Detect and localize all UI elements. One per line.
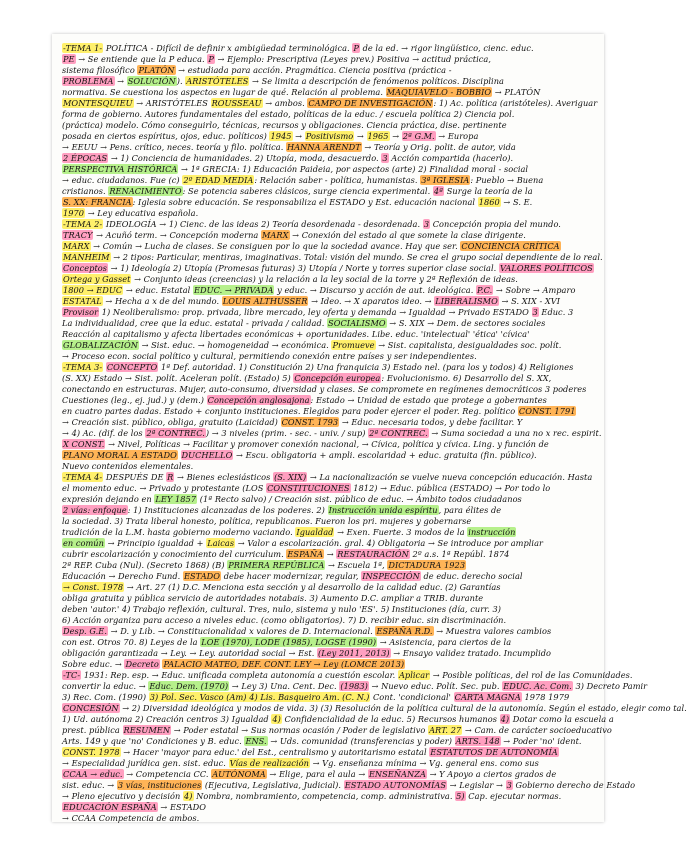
note-text: 3) Rec. Com. (1990)	[62, 692, 149, 702]
note-text: DESPUÉS DE	[103, 472, 167, 482]
highlighted-text: 4ª	[433, 186, 444, 196]
note-text: → D. y Lib. → Constitucionalidad x valores de D. Internacional.	[108, 626, 376, 636]
note-text: → Elige, para el aula →	[266, 769, 368, 779]
note-text: → Art. 27 (1) D.C. Menciona esta sección y al desarrollo de la calidad educ. (2) Garantías	[124, 582, 501, 592]
note-text: → Ejemplo: Prescriptiva (Leyes prev.) Positiva → actitud práctica,	[214, 54, 492, 64]
note-text: → educ. ciudadanos. Fue (c)	[62, 175, 183, 185]
note-text: obliga gratuita y pública servicio de autoridades notabais. 3) Aumento D.C. ampliar a TRIB. durante	[62, 593, 484, 603]
note-text: : Evolucionismo. 6) Desarrollo del S. XX,	[381, 373, 552, 383]
highlighted-text: Conceptos	[63, 263, 108, 273]
highlighted-text: LOUIS ALTHUSSER	[222, 296, 308, 306]
highlighted-text: RESTAURACIÓN	[337, 549, 409, 559]
note-text: → Exen. Fuerte. 3 modos de la	[334, 527, 468, 537]
highlighted-text: Ortega y Gasset	[63, 274, 131, 284]
highlighted-text: ENS.	[245, 736, 267, 746]
note-text: forma de gobierno. Autores fundamentales del estado, políticas de la educ. / escuela política 2) Ciencia pol.	[62, 109, 515, 119]
highlighted-text: CAMPO DE INVESTIGACIÓN	[308, 98, 433, 108]
highlighted-text: S. XX: FRANCIA	[63, 197, 132, 207]
note-text: : Relación saber - política, humanistas.	[254, 175, 421, 185]
note-text: Cont. 'condicional'	[370, 692, 454, 702]
highlighted-text: -TEMA 3-	[63, 362, 103, 372]
highlighted-text: DUCHELLO	[181, 450, 233, 460]
note-text: La individualidad, cree que la educ. estatal - privada / calidad.	[62, 318, 328, 328]
note-text: → Hecha a x de del mundo.	[102, 296, 222, 306]
highlighted-text: PLANO MORAL A ESTADO	[63, 450, 177, 460]
note-text: → Poder estatal → Sus normas ocasión / Poder de legislativo	[171, 725, 429, 735]
note-text: → Ideo. → X aparatos ideo. →	[308, 296, 435, 306]
highlighted-text: Desp. G.E.	[63, 626, 107, 636]
highlighted-text: 1800 → EDUC	[63, 285, 123, 295]
highlighted-text: CONST. 1793	[281, 417, 339, 427]
highlighted-text: EDUCACIÓN ESPAÑA	[63, 802, 157, 812]
note-text: cristianos.	[62, 186, 109, 196]
note-text: Nombra, nombramiento, competencia, comp. administrativa.	[193, 791, 456, 801]
highlighted-text: Promueve	[332, 340, 375, 350]
note-text: sist. educ. →	[62, 780, 117, 790]
highlighted-text: -TEMA 4-	[63, 472, 103, 482]
note-text: → Nivel, Políticas → Facilitar y promover conexión nacional, → Cívica, política y cívica. Ling. y función de	[105, 439, 549, 449]
note-text: prest. pública	[62, 725, 123, 735]
note-text: con est. Otros 70. 8) Leyes de la	[62, 637, 201, 647]
highlighted-text: PRIMERA REPÚBLICA	[228, 560, 325, 570]
highlighted-text: Positivismo	[305, 131, 354, 141]
note-text: Dotar como la escuela a	[510, 714, 614, 724]
note-text: → Ensayo validez tratado. Incumplido	[390, 648, 552, 658]
highlighted-text: (1983)	[340, 681, 368, 691]
note-text: y educ. → Discurso y acción de aut. ideológica.	[274, 285, 477, 295]
highlighted-text: MARX	[262, 230, 289, 240]
highlighted-text: TRACY	[63, 230, 93, 240]
note-text: → 2) Diversidad ideológica y modos de vida. 3) (3) Resolución de la política cultural de la autonomía. Según el estado, elegir como tal.	[119, 703, 687, 713]
highlighted-text: EDUC. Ac. Com.	[503, 681, 572, 691]
note-text: → Ley educativa española.	[85, 208, 199, 218]
highlighted-text: PE	[63, 54, 75, 64]
note-text: → Sist. capitalista, desigualdades soc. polít.	[375, 340, 562, 350]
highlighted-text: SOLUCIÓN	[127, 76, 176, 86]
note-text: → Uds. comunidad (transferencias y poder)	[267, 736, 455, 746]
highlighted-text: CARTA MAGNA	[454, 692, 521, 702]
note-text: (S. XX) Estado → Sist. polít. Aceleran polít. (Estado) 5)	[62, 373, 294, 383]
highlighted-text: -TEMA 2-	[63, 219, 103, 229]
note-text: →	[114, 76, 127, 86]
highlighted-text: LOE (1970), LODE (1985), LOGSE (1990)	[201, 637, 377, 647]
note-text: de educ. derecho social	[420, 571, 523, 581]
note-text: Arts. 149 y que 'no' Condiciones y B. educ.	[62, 736, 245, 746]
highlighted-text: PROBLEMA	[63, 76, 114, 86]
note-text: Nuevo contenidos elementales.	[62, 461, 194, 471]
note-text: → Pleno ejecutivo y decisión	[62, 791, 183, 801]
highlighted-text: -TEMA 1-	[63, 43, 103, 53]
note-text: → PLATÓN	[492, 87, 541, 97]
note-text: → 2 tipos: Particular, mentiras, imaginativas. Total: visión del mundo. Se crea el grupo social dependiente de lo real.	[110, 252, 603, 262]
note-text: : Se potencia saberes clásicos, surge ciencia experimental.	[182, 186, 433, 196]
highlighted-text: Decreto	[125, 659, 159, 669]
highlighted-text: CCAA → educ.	[63, 769, 123, 779]
note-text: → 1) Ideología 2) Utopía (Promesas futuras) 3) Utopía / Norte y torres superior clase social.	[108, 263, 499, 273]
note-text: - Difícil de definir x ambigüedad terminológica.	[150, 43, 353, 53]
note-text: conectando en estructuras. Mujer, auto-consumo, diversidad y clases. Se compromete en regímenes democráticos 3 poderes	[62, 384, 587, 394]
highlighted-text: 4)	[272, 714, 281, 724]
highlighted-text: (Ley 2011, 2013)	[318, 648, 390, 658]
highlighted-text: P.C.	[477, 285, 493, 295]
note-text: ).	[176, 76, 186, 86]
note-text: IDEOLOGÍA → 1) Cienc. de las ideas 2) Teoría desordenada - desordenada.	[103, 219, 423, 229]
note-text: → 4) Ac. (dif. de los	[62, 428, 146, 438]
note-text: Concepción propia del mundo.	[430, 219, 561, 229]
highlighted-text: 2º EDAD MEDIA	[183, 175, 254, 185]
highlighted-text: P	[353, 43, 359, 53]
note-text: (práctica) modelo. Cómo conseguirlo, técnicas, recursos y obligaciones. Ciencia práctica, dise. pertinente	[62, 120, 507, 130]
highlighted-text: Educ. Dem. (1970)	[149, 681, 229, 691]
highlighted-text: P	[208, 54, 214, 64]
note-text: : Iglesia sobre educación. Se responsabiliza el ESTADO y Est. educación nacional	[132, 197, 478, 207]
note-text: → Escu. obligatoria + ampli. escolaridad + educ. gratuita (fin. público).	[233, 450, 537, 460]
note-text: 1ª Def. autoridad. 1) Constitución 2) Una franquicia 3) Estado nel. (para los y todos) 4) Religiones	[158, 362, 574, 372]
highlighted-text: 3	[423, 219, 430, 229]
highlighted-text: Concepción anglosajona	[207, 395, 310, 405]
note-text: debe hacer modernizar, regular,	[221, 571, 362, 581]
note-text: → Competencia CC.	[123, 769, 212, 779]
note-text: →	[354, 131, 367, 141]
highlighted-text: 1970	[63, 208, 85, 218]
highlighted-text: VALORES POLÍTICOS	[499, 263, 593, 273]
highlighted-text: R	[167, 472, 174, 482]
note-text: Surge la teoría de la	[444, 186, 533, 196]
highlighted-text: 3	[532, 307, 538, 317]
note-text: → Especialidad jurídica gen. sist. educ.	[62, 758, 229, 768]
highlighted-text: CONCIENCIA CRÍTICA	[461, 241, 560, 251]
note-text: en cuatro partes dadas. Estado + conjunto instituciones. Elegidos para poder ejercer el poder. Reg. político	[62, 406, 518, 416]
note-text: → Nuevo educ. Polít. Sec. pub.	[368, 681, 503, 691]
highlighted-text: ESPAÑA	[287, 549, 324, 559]
highlighted-text: DICTADURA 1923	[388, 560, 466, 570]
note-text: → Legislar →	[447, 780, 506, 790]
note-text: Confidencialidad de la educ. 5) Recursos humanos	[281, 714, 500, 724]
note-text: 1978 1979	[521, 692, 570, 702]
note-text: → Sist. educ. → homogeneidad → económica.	[138, 340, 332, 350]
highlighted-text: 2 ÉPOCAS	[63, 153, 108, 163]
highlighted-text: MARX	[63, 241, 90, 251]
note-text: normativa. Se cuestiona los aspectos en lugar de qué. Relación al problema.	[62, 87, 386, 97]
note-text: → Educ. necesaria todos, y debe facilitar. Y	[339, 417, 523, 427]
highlighted-text: LEY 1857	[155, 494, 197, 504]
note-text: 1) Neoliberalismo: prop. privada, libre mercado, ley oferta y demanda → Igualdad → Privado ESTADO	[99, 307, 532, 317]
note-text: → 1ª GRECIA: 1) Educación Paideia, por aspectos (arte) 2) Finalidad moral - social	[178, 164, 529, 174]
note-text: → S. E.	[500, 197, 533, 207]
note-text: (Ejecutiva, Legislativa, Judicial).	[202, 780, 344, 790]
note-text: 2º a.s. 1ª Repúbl. 1874	[409, 549, 510, 559]
note-text: : 1) Instituciones alcanzadas de los poderes. 2)	[127, 505, 328, 515]
highlighted-text: 1965	[367, 131, 389, 141]
highlighted-text: 3ª IGLESIA	[421, 175, 470, 185]
note-text: → Europa	[435, 131, 479, 141]
highlighted-text: Laicas	[207, 538, 235, 548]
note-text: → Común → Lucha de clases. Se consiguen por lo que la sociedad avance. Hay que ser.	[90, 241, 461, 251]
highlighted-text: AUTÓNOMA	[212, 769, 266, 779]
highlighted-text: ENSEÑANZA	[368, 769, 426, 779]
note-text: : Pueblo → Buena	[470, 175, 544, 185]
note-text: 2ª REP. Cuba (Nul). (Secreto 1868) (B)	[62, 560, 228, 570]
note-text: → Conexión del estado al que somete la clase dirigente.	[289, 230, 526, 240]
highlighted-text: PALACIO MATEO, DEF. CONT. LEY → Ley (LOMCE 2013)	[163, 659, 405, 669]
highlighted-text: instrucción	[468, 527, 516, 537]
note-text: 3) Decreto Pamir	[572, 681, 648, 691]
highlighted-text: PLATÓN	[138, 65, 175, 75]
highlighted-text: CONST. 1978	[63, 747, 120, 757]
highlighted-text: 2 vías: enfoque	[63, 505, 127, 515]
note-text: → ambos.	[262, 98, 308, 108]
note-text: → Posible políticas, del rol de las Comunidades.	[430, 670, 633, 680]
note-text: (1ª Recto salvo) / Creación sist. público de educ. → Ámbito todos ciudadanos	[197, 494, 522, 504]
note-text: , para élites de	[438, 505, 502, 515]
highlighted-text: GLOBALIZACIÓN	[63, 340, 138, 350]
highlighted-text: en común	[63, 538, 104, 548]
highlighted-text: -TC-	[63, 670, 81, 680]
note-text: → Conjunto ideas (creencias) y la relación a la ley social de la torre y 2ª Reflexión de ideas.	[131, 274, 518, 284]
highlighted-text: Igualdad	[296, 527, 334, 537]
note-text: Educ. 3	[538, 307, 574, 317]
highlighted-text: CONCESIÓN	[63, 703, 119, 713]
note-text: →	[389, 131, 402, 141]
note-text: 1) Ud. autónoma 2) Creación centros 3) Igualdad	[62, 714, 272, 724]
note-text: → Acuñó term. → Concepción moderna	[93, 230, 261, 240]
note-text: → Se limita a descripción de fenómenos políticos. Disciplina	[249, 76, 504, 86]
note-text: → Creación sist. público, obliga, gratuito (Laicidad)	[62, 417, 281, 427]
note-text: 1931: Rep. esp. → Educ. unificada completa autonomía a cuestión escolar.	[81, 670, 398, 680]
highlighted-text: Provisor	[63, 307, 99, 317]
note-text: POLÍTICA	[103, 43, 151, 53]
highlighted-text: ESTATUTOS DE AUTONOMÍA	[430, 747, 558, 757]
note-text: →	[324, 549, 337, 559]
note-text: → ARISTÓTELES	[133, 98, 211, 108]
note-text: expresión dejando en	[62, 494, 155, 504]
note-text: → S. XIX → Dem. de sectores sociales	[386, 318, 546, 328]
note-text: 1812) → Educ. pública (ESTADO) → Por todo lo	[350, 483, 551, 493]
note-text: → 1) Conciencia de humanidades. 2) Utopía, moda, desacuerdo.	[108, 153, 382, 163]
note-text: el momento educ. → Privado y protestante (LOS	[62, 483, 267, 493]
note-text: → estudiada para acción. Pragmática. Ciencia positiva (práctica -	[175, 65, 452, 75]
note-text: → Teoría y Orig. polit. de autor, vida	[361, 142, 516, 152]
note-text: la sociedad. 3) Trata liberal honesto, política, republicanos. Fueron los pri. mujeres y gobernarse	[62, 516, 472, 526]
note-text: → Hacer 'mayor para educ.' del Est., centralismo y autoritarismo estatal	[120, 747, 430, 757]
note-text: → Asistencia, para ciertos de la	[377, 637, 512, 647]
highlighted-text: ESTATAL	[63, 296, 102, 306]
note-line	[62, 812, 596, 825]
highlighted-text: SOCIALISMO	[328, 318, 386, 328]
note-text: → CCAA Competencia de ambos.	[62, 813, 200, 823]
highlighted-text: Concepción europea	[294, 373, 381, 383]
highlighted-text: Instrucción unida espíritu	[328, 505, 438, 515]
note-text: → Principio igualdad +	[104, 538, 207, 548]
highlighted-text: 3) Pol. Sec. Vasco (Am) 4) Lis. Basqueiro Am. (C. N.)	[149, 692, 370, 702]
notebook-page	[52, 34, 687, 823]
note-text: → Poder 'no' ident.	[500, 736, 582, 746]
note-text: Cap. ejecutar normas.	[465, 791, 562, 801]
note-text: → Y Apoyo a ciertos grados de	[426, 769, 557, 779]
note-text: → Se entiende que la P educa.	[75, 54, 208, 64]
note-text: →	[292, 131, 305, 141]
note-text: → S. XIX - XVI	[498, 296, 561, 306]
note-text: Sobre educ. →	[62, 659, 125, 669]
highlighted-text: CONCEPTO	[106, 362, 158, 372]
note-text: → EEUU → Pens. crítico, neces. teoría y filo. política.	[62, 142, 287, 152]
highlighted-text: LIBERALISMO	[435, 296, 498, 306]
note-text: → Cam. de carácter socioeducativo	[462, 725, 612, 735]
note-text: Acción compartida (hacerlo).	[388, 153, 514, 163]
note-text: Educación → Derecho Fund.	[62, 571, 183, 581]
highlighted-text: 1945	[270, 131, 292, 141]
highlighted-text: MONTESQUIEU	[63, 98, 133, 108]
highlighted-text: MANHEIM	[63, 252, 110, 262]
highlighted-text: 5)	[456, 791, 465, 801]
note-text: : 1) Ac. política (aristóteles). Averiguar	[433, 98, 598, 108]
note-text: tradición de la L.M. hasta gobierno moderno vaciando.	[62, 527, 296, 537]
highlighted-text: ESPAÑA R.D.	[376, 626, 433, 636]
highlighted-text: CONSTITUCIONES	[267, 483, 350, 493]
note-text: → Valor a escolarización. gral. 4) Obligatoria → Se introduce por ampliar	[235, 538, 543, 548]
highlighted-text: 3	[506, 780, 512, 790]
note-text: → Muestra valores cambios	[433, 626, 552, 636]
highlighted-text: ROUSSEAU	[211, 98, 262, 108]
note-text: Cuestiones (leg., ej. jud.) y (dem.)	[62, 395, 207, 405]
highlighted-text: MAQUIAVELO - BOBBIO	[386, 87, 492, 97]
highlighted-text: 4)	[500, 714, 510, 724]
highlighted-text: PERSPECTIVA HISTÓRICA	[63, 164, 178, 174]
note-text: obligación garantizada → Ley. → Ley. autoridad social → Est.	[62, 648, 318, 658]
note-text: → Vg. enseñanza mínima → Vg. general ens. como sus	[309, 758, 539, 768]
note-text: → Proceso econ. social político y cultural, permitiendo conexión entre países y ser independientes.	[62, 351, 477, 361]
highlighted-text: ARTS. 148	[455, 736, 500, 746]
highlighted-text: X CONST.	[63, 439, 105, 449]
highlighted-text: 2ª CONTREC.	[369, 428, 428, 438]
highlighted-text: CONST. 1791	[518, 406, 576, 416]
highlighted-text: ART. 27	[429, 725, 462, 735]
highlighted-text: RENACIMIENTO	[109, 186, 182, 196]
note-text: convertir la educ. →	[62, 681, 149, 691]
highlighted-text: HANNA ARENDT	[287, 142, 361, 152]
note-text: → Sobre → Amparo	[493, 285, 576, 295]
note-text: → Ley 3) Una. Cent. Dec.	[229, 681, 340, 691]
highlighted-text: RESUMEN	[123, 725, 171, 735]
highlighted-text: Vías de realización	[229, 758, 309, 768]
note-text: → Bienes eclesiásticos	[174, 472, 274, 482]
highlighted-text: ESTADO AUTONOMÍAS	[344, 780, 446, 790]
highlighted-text: 4)	[184, 791, 193, 801]
highlighted-text: 3	[382, 153, 388, 163]
note-text: → ESTADO	[157, 802, 207, 812]
note-text: Reacción al capitalismo y afecta libertades económicas + oportunidades. Libe. educ. 'intelectual' 'ética' 'cívica'	[62, 329, 530, 339]
note-text: sistema filosófico	[62, 65, 138, 75]
note-text: cubrir escolarización y conocimiento del curriculum.	[62, 549, 287, 559]
note-text: 6) Acción organiza para acceso a niveles educ. (como obligatorios). 7) D. recibir educ. sin discriminación.	[62, 615, 507, 625]
note-text: → Escuela 1ª,	[325, 560, 388, 570]
note-text: → Suma sociedad a una no x rec. espirit.	[428, 428, 602, 438]
highlighted-text: EDUC. → PRIVADA	[193, 285, 274, 295]
note-text: Gobierno derecho de Estado	[512, 780, 636, 790]
highlighted-text: (S. XIX)	[274, 472, 307, 482]
note-text: posada en ciertos espíritus, ojos, educ. políticos)	[62, 131, 270, 141]
highlighted-text: → Const. 1978	[63, 582, 124, 592]
note-text: → educ. Estatal	[123, 285, 193, 295]
highlighted-text: 2ª CONTREC.	[146, 428, 205, 438]
note-text: : Estado → Unidad de estado que protege a gobernantes	[310, 395, 547, 405]
highlighted-text: 2ª G.M.	[402, 131, 435, 141]
handwritten-notes	[62, 42, 687, 823]
highlighted-text: 1860	[478, 197, 500, 207]
highlighted-text: 3 vías, instituciones	[117, 780, 202, 790]
note-text: de la ed. → rigor lingüístico, cienc. educ.	[359, 43, 534, 53]
note-text: → La nacionalización se vuelve nueva concepción educación. Hasta	[307, 472, 593, 482]
note-text: ) → 3 niveles (prim. - sec. - univ. / sup)	[205, 428, 369, 438]
highlighted-text: Aplicar	[398, 670, 430, 680]
highlighted-text: ESTADO	[183, 571, 221, 581]
highlighted-text: INSPECCIÓN	[362, 571, 420, 581]
note-text: deben 'autor.' 4) Trabajo reflexión, cultural. Tres, nulo, sistema y nulo 'ES'. 5) Instituciones (día, curr. 3)	[62, 604, 502, 614]
highlighted-text: ARISTÓTELES	[186, 76, 249, 86]
